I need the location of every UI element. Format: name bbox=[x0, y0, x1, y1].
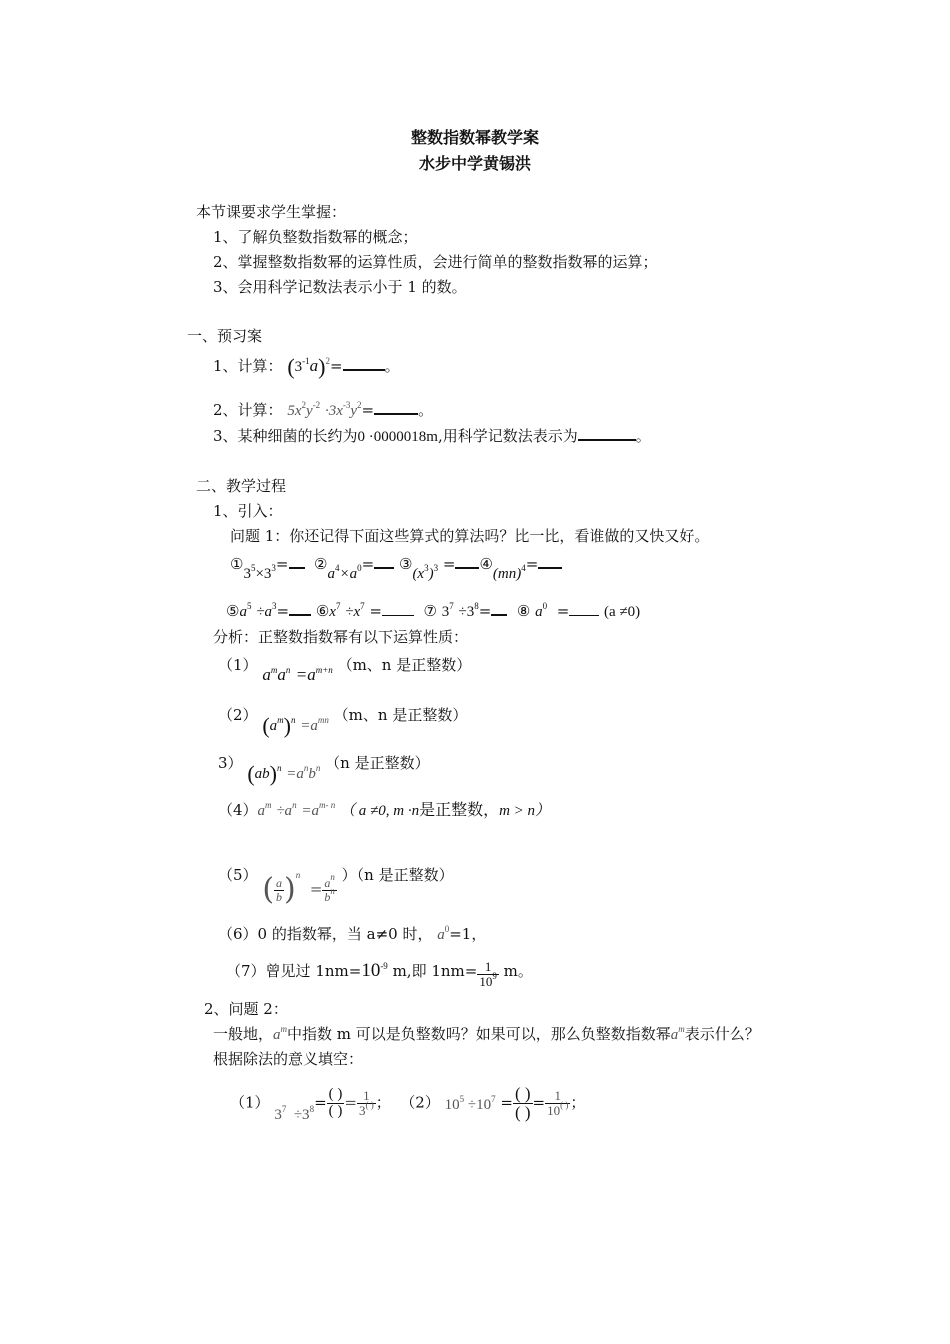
answer-blank[interactable] bbox=[343, 356, 385, 371]
answer-blank[interactable] bbox=[374, 554, 394, 569]
fill-intro: 根据除法的意义填空： bbox=[213, 1050, 364, 1068]
answer-blank[interactable] bbox=[578, 426, 636, 441]
answer-blank[interactable] bbox=[374, 400, 418, 415]
objective-item: 2、掌握整数指数幂的运算性质，会进行简单的整数指数幂的运算； bbox=[213, 253, 658, 271]
answer-blank[interactable] bbox=[455, 554, 479, 569]
property-4: $(4)a^m \div a^n =a^{m- n}$ （ a ≠0, m ·n是正整数，m > n） bbox=[218, 800, 551, 819]
question-2-label: 2、问题 2： bbox=[204, 1000, 288, 1018]
answer-blank[interactable] bbox=[538, 554, 562, 569]
fill-exercises: （1） $3^7 \div 3^8=$ $\frac{( )}{( )}$ = $\frac{1}{3^{( )}}$ ； （2） $10^5 \div 10^7$ = $\frac{( )}{( )}$ = $\frac{1}{10^{( )}}$ ； bbox=[230, 1084, 586, 1124]
preview-q1: 1、计算： $(3^{-1}a)^2=$ 。 bbox=[213, 354, 400, 379]
property-5: （5） ( $\frac{a}{b}$ )$^n$ = $\frac{a^n}{b^n}$ ）（n 是正整数） bbox=[218, 866, 454, 907]
q1-label: 1、计算： bbox=[213, 357, 283, 375]
objectives-intro: 本节课要求学生掌握： bbox=[196, 203, 347, 221]
exercise-row-1: $①3^5\times 3^3=$ $②a^4\times a^0=$ $③(x^3)^3$ = ④(mn)$^4$= bbox=[230, 554, 562, 574]
q2-label: 2、计算： bbox=[213, 401, 283, 419]
question-2-text: 一般地，$a^m$中指数 m 可以是负整数吗？如果可以，那么负整数指数幂$a^m$表示什么？ bbox=[213, 1024, 760, 1043]
analysis-text: 分析：正整数指数幂有以下运算性质： bbox=[213, 628, 469, 646]
document-author: 水步中学黄锡洪 bbox=[418, 154, 531, 173]
property-2: （2） $(a^m)^n =a^{mn}$ （m、n 是正整数） bbox=[218, 706, 468, 738]
answer-blank[interactable] bbox=[569, 602, 599, 616]
objective-item: 1、了解负整数指数幂的概念； bbox=[213, 228, 418, 246]
document-title: 整数指数幂教学案 bbox=[410, 128, 539, 147]
intro-label: 1、引入： bbox=[213, 502, 283, 520]
section-heading-process: 二、教学过程 bbox=[196, 477, 287, 495]
property-1: （1） $a^ma^n =a^{m+n}$ （m、n 是正整数） bbox=[218, 656, 472, 684]
answer-blank[interactable] bbox=[491, 601, 507, 616]
property-6: （6）0 的指数幂，当 a≠0 时， $a^0=1$， bbox=[218, 924, 487, 943]
question-1: 问题 1：你还记得下面这些算式的算法吗？比一比，看谁做的又快又好。 bbox=[230, 527, 710, 545]
exercise-row-2: $⑤a^5 \div a^3=$ $⑥x^7 \div x^7$ = ⑦ $3^7 \div 3^8=$ ⑧ $a^0 = (a \ne 0)$ bbox=[226, 601, 641, 620]
preview-q2: 2、计算： $5x^2y^{-2} \cdot 3x^{-3}y^2=$ 。 bbox=[213, 400, 434, 419]
property-3: 3） $(ab)^n =a^nb^n$ （n 是正整数） bbox=[218, 754, 430, 786]
answer-blank[interactable] bbox=[289, 601, 311, 616]
objective-item: 3、会用科学记数法表示小于 1 的数。 bbox=[213, 278, 467, 296]
property-7: （7）曾见过 $1nm=10^{-9}$ m,即 1nm= $\frac{1}{10^9}$ m。 bbox=[226, 959, 533, 989]
answer-blank[interactable] bbox=[289, 554, 305, 569]
preview-q3: 3、某种细菌的长约为0 ·0000018m,用科学记数法表示为 。 bbox=[213, 427, 651, 445]
section-heading-preview: 一、预习案 bbox=[187, 327, 263, 345]
answer-blank[interactable] bbox=[382, 602, 414, 616]
